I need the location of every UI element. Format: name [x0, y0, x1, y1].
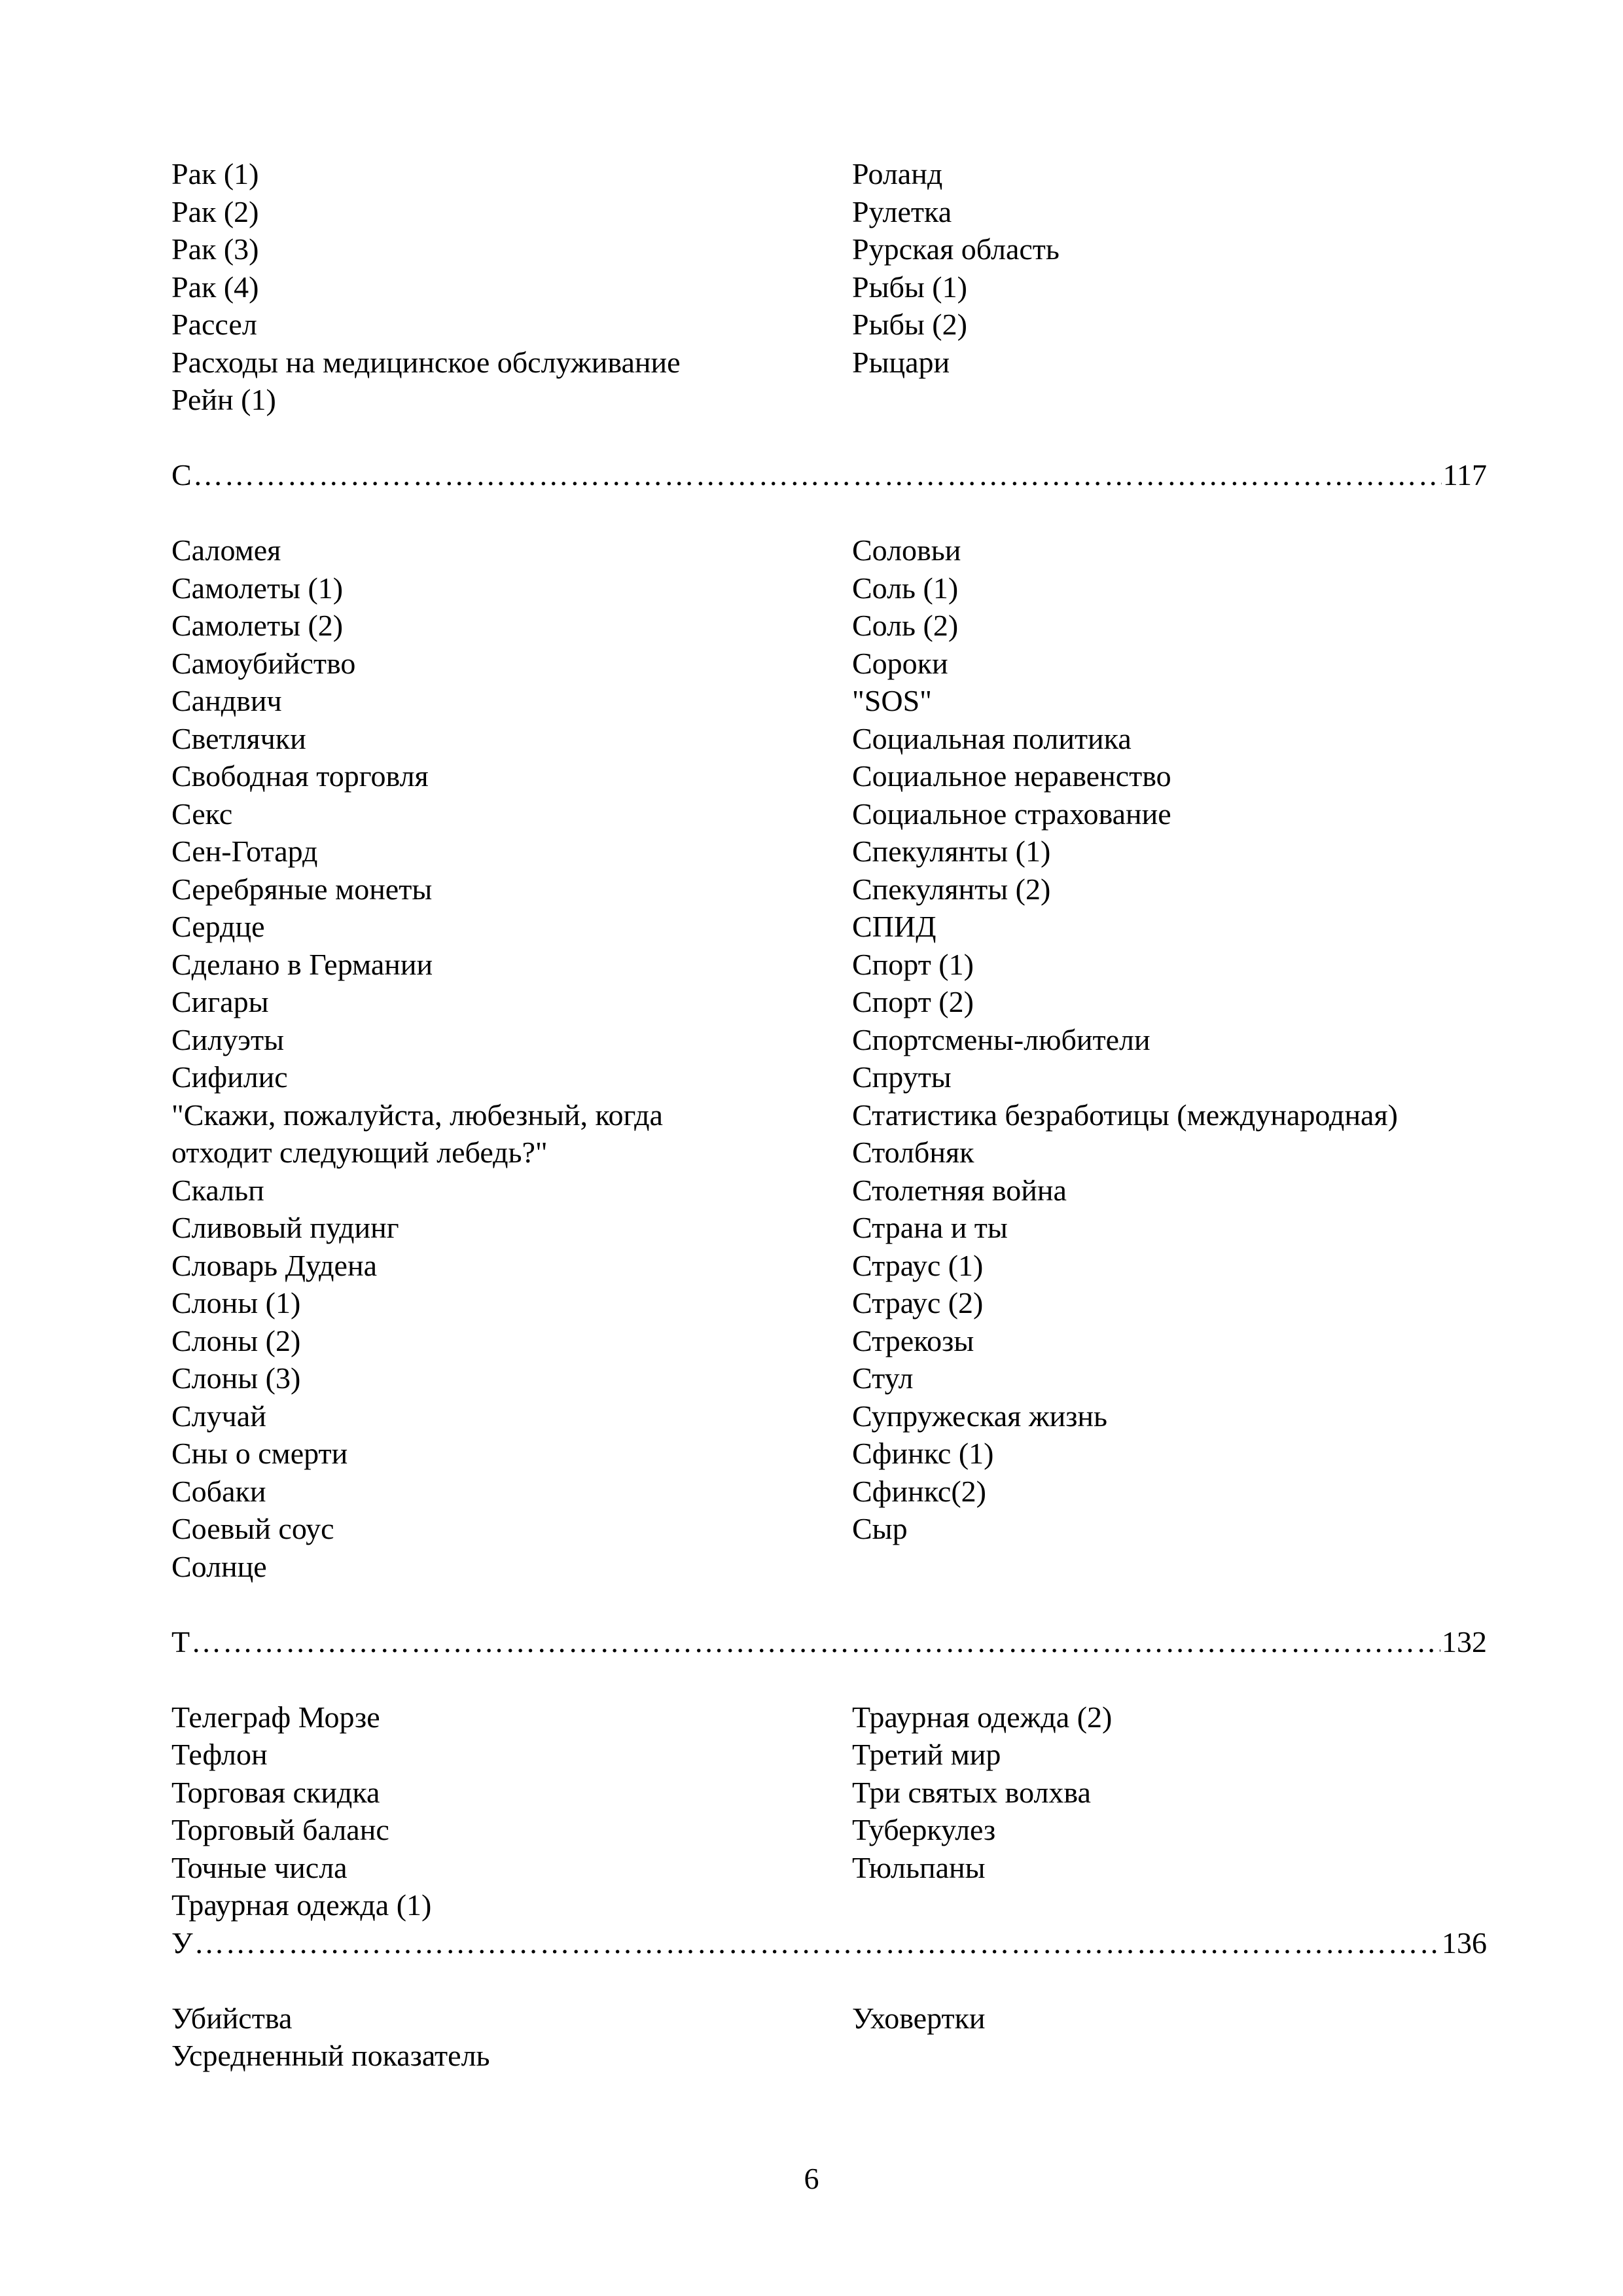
index-entry: Сны о смерти [171, 1437, 348, 1470]
section-heading-t [171, 1623, 1487, 1661]
index-entry: Сердце [171, 910, 265, 943]
index-entry: Самолеты (1) [171, 571, 344, 605]
section-heading-s [171, 456, 1487, 494]
index-section-r [171, 155, 1487, 419]
index-entry: Слоны (2) [171, 1323, 301, 1357]
index-entry: Столбняк [852, 1136, 974, 1169]
index-entry: Секс [171, 797, 233, 831]
index-entry: Свободная торговля [171, 759, 429, 793]
index-entry: Соловьи [852, 533, 961, 567]
index-entry: Тефлон [171, 1738, 268, 1771]
index-section-s [171, 531, 1487, 1585]
index-entry: Рак (2) [171, 194, 259, 228]
index-entry: Страус (2) [852, 1286, 984, 1319]
right-column [852, 531, 1487, 1585]
index-entry: Солнце [171, 1549, 267, 1583]
page-number: 6 [804, 2162, 819, 2195]
spacer [171, 419, 1487, 457]
index-entry: Супружеская жизнь [852, 1399, 1107, 1433]
left-column [171, 155, 852, 419]
index-entry: Сделано в Германии [171, 947, 433, 981]
index-entry: Соль (1) [852, 571, 959, 605]
right-column [852, 155, 1487, 419]
index-entry: Сен-Готард [171, 834, 318, 868]
index-entry: Уховертки [852, 2001, 986, 2035]
spacer [171, 1660, 1487, 1698]
index-entry: Столетняя война [852, 1173, 1067, 1207]
index-entry: Третий мир [852, 1738, 1001, 1771]
index-entry: Самолеты (2) [171, 609, 344, 642]
index-entry: Траурная одежда (1) [171, 1888, 432, 1922]
index-entry: Слоны (3) [171, 1361, 301, 1395]
index-entry: Роланд [852, 157, 943, 190]
index-entry: Серебряные монеты [171, 872, 433, 906]
index-entry: Соль (2) [852, 609, 959, 642]
index-entry: Расходы на медицинское обслуживание [171, 345, 681, 379]
index-entry: Рулетка [852, 194, 952, 228]
dot-leader [194, 1924, 1440, 1962]
index-entry: Сливовый пудинг [171, 1211, 399, 1244]
index-entry: Силуэты [171, 1022, 285, 1056]
index-entry: Социальное неравенство [852, 759, 1171, 793]
index-entry: Тюльпаны [852, 1850, 986, 1884]
index-section-u [171, 2000, 1487, 2075]
index-entry: Сигары [171, 985, 269, 1018]
index-entry: Спорт (1) [852, 947, 974, 981]
index-entry: Три святых волхва [852, 1775, 1091, 1809]
right-column [852, 1698, 1487, 1924]
index-entry: Сороки [852, 646, 948, 680]
index-entry: Рурская область [852, 232, 1060, 266]
index-entry: Рак (1) [171, 157, 259, 190]
index-entry: Спруты [852, 1060, 952, 1094]
index-entry: Собаки [171, 1474, 266, 1508]
left-column [171, 1698, 852, 1924]
left-column [171, 531, 852, 1585]
index-entry: Страна и ты [852, 1211, 1008, 1244]
index-entry: Торговый баланс [171, 1813, 389, 1846]
index-entry: Траурная одежда (2) [852, 1700, 1113, 1734]
index-content [171, 155, 1487, 2075]
index-entry: Рак (4) [171, 270, 259, 304]
index-entry: Сифилис [171, 1060, 288, 1094]
section-heading-u [171, 1924, 1487, 1962]
index-entry: Слоны (1) [171, 1286, 301, 1319]
index-entry: Случай [171, 1399, 266, 1433]
index-entry: Сандвич [171, 684, 282, 717]
index-entry: Рыбы (2) [852, 308, 967, 341]
index-entry: Социальное страхование [852, 797, 1171, 831]
index-entry: Спекулянты (1) [852, 834, 1051, 868]
section-letter: С [171, 458, 192, 492]
index-entry: Скальп [171, 1173, 264, 1207]
index-entry: Стул [852, 1361, 914, 1395]
index-entry: Рыцари [852, 345, 950, 379]
index-entry: Светлячки [171, 721, 306, 755]
index-entry: Спорт (2) [852, 985, 974, 1018]
index-entry: Рейн (1) [171, 383, 276, 416]
index-entry: Стрекозы [852, 1323, 974, 1357]
index-entry: Точные числа [171, 1850, 348, 1884]
spacer [171, 494, 1487, 532]
index-entry: Сфинкс (1) [852, 1437, 994, 1470]
section-page-number: 117 [1442, 458, 1487, 492]
spacer [171, 1962, 1487, 2000]
index-entry: Страус (1) [852, 1248, 984, 1282]
index-entry: Рыбы (1) [852, 270, 967, 304]
index-entry: Сфинкс(2) [852, 1474, 986, 1508]
index-entry: "SOS" [852, 684, 932, 717]
index-entry: отходит следующий лебедь?" [171, 1136, 548, 1169]
section-letter: Т [171, 1624, 190, 1659]
left-column [171, 2000, 852, 2075]
index-entry: Соевый соус [171, 1512, 334, 1545]
index-entry: Спортсмены-любители [852, 1022, 1150, 1056]
index-entry: Самоубийство [171, 646, 356, 680]
index-entry: Сыр [852, 1512, 908, 1545]
index-entry: Туберкулез [852, 1813, 996, 1846]
right-column [852, 2000, 1487, 2075]
index-entry: Рак (3) [171, 232, 259, 266]
index-entry: Усредненный показатель [171, 2039, 490, 2072]
section-page-number: 132 [1442, 1624, 1487, 1659]
index-entry: Саломея [171, 533, 281, 567]
index-entry: Телеграф Морзе [171, 1700, 380, 1734]
index-entry: "Скажи, пожалуйста, любезный, когда [171, 1098, 663, 1132]
dot-leader [191, 1623, 1440, 1661]
section-page-number: 136 [1442, 1926, 1487, 1960]
index-entry: Торговая скидка [171, 1775, 380, 1809]
index-entry: Убийства [171, 2001, 293, 2035]
index-entry: Спекулянты (2) [852, 872, 1051, 906]
index-entry: Рассел [171, 308, 257, 341]
index-entry: Статистика безработицы (международная) [852, 1098, 1398, 1132]
section-letter: У [171, 1926, 193, 1960]
index-section-t [171, 1698, 1487, 1924]
index-entry: Социальная политика [852, 721, 1132, 755]
dot-leader [193, 456, 1442, 494]
index-entry: Словарь Дудена [171, 1248, 377, 1282]
index-entry: СПИД [852, 910, 936, 943]
spacer [171, 1585, 1487, 1623]
